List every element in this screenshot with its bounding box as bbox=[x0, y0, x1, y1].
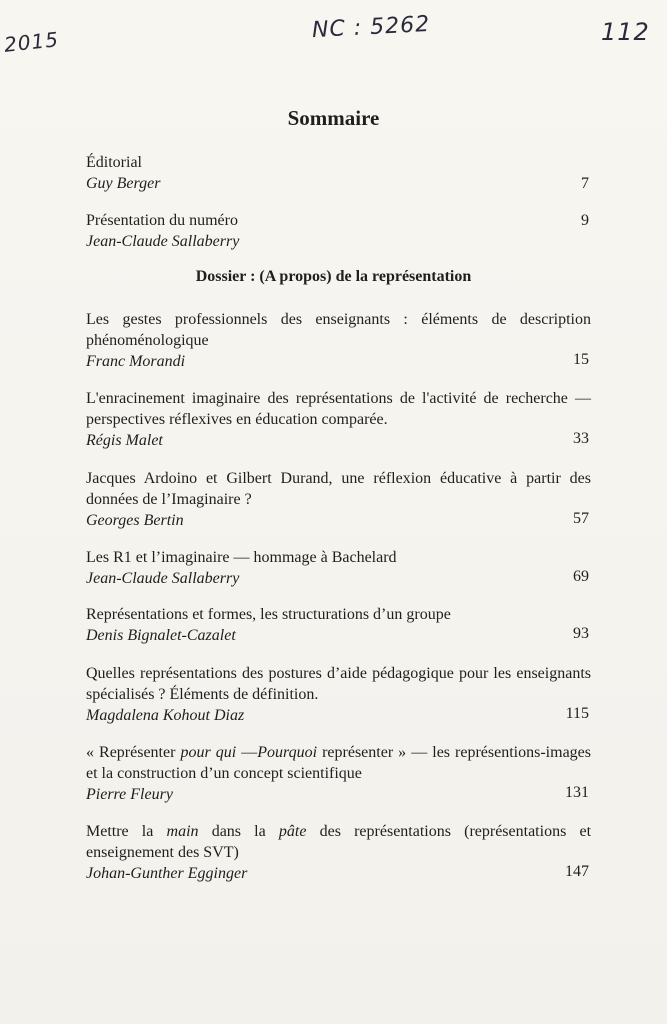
entry-author: Georges Bertin bbox=[86, 512, 184, 529]
entry-title: L'enracinement imaginaire des représentations de l'activité de recherche — perspectives réflexives en éducation comparée. bbox=[86, 390, 591, 428]
entry-page: 69 bbox=[573, 568, 589, 585]
entry-page: 15 bbox=[573, 351, 589, 368]
toc-entry-bignalet bbox=[86, 604, 591, 646]
entry-title: « Représenter pour qui —Pourquoi représenter » — les représentions-images et la construction d’un concept scientifique bbox=[86, 744, 591, 782]
entry-page: 57 bbox=[573, 510, 589, 527]
toc-entry-bertin bbox=[86, 468, 591, 531]
entry-page: 147 bbox=[565, 863, 589, 880]
handwritten-reference: NC : 5262 bbox=[311, 11, 431, 44]
toc-entry-kohout bbox=[86, 663, 591, 726]
entry-title: Représentations et formes, les structurations d’un groupe bbox=[86, 606, 451, 623]
entry-title: Mettre la main dans la pâte des représentations (représentations et enseignement des SVT) bbox=[86, 823, 592, 861]
entry-page: 33 bbox=[573, 430, 589, 447]
entry-author: Jean-Claude Sallaberry bbox=[86, 233, 240, 250]
entry-title: Présentation du numéro bbox=[86, 212, 238, 229]
entry-author: Denis Bignalet-Cazalet bbox=[86, 627, 236, 644]
entry-title: Les R1 et l’imaginaire — hommage à Bachelard bbox=[86, 549, 397, 566]
entry-author: Guy Berger bbox=[86, 175, 161, 192]
entry-page: 115 bbox=[565, 705, 589, 722]
toc-entry-fleury bbox=[86, 742, 591, 805]
toc-entry-morandi bbox=[86, 309, 591, 372]
handwritten-year: 2015 bbox=[2, 27, 61, 57]
entry-title: Quelles représentations des postures d’aide pédagogique pour les enseignants spécialisés ? Éléments de définition. bbox=[86, 665, 591, 703]
section-heading: Dossier : (A propos) de la représentation bbox=[195, 268, 472, 285]
page-title: Sommaire bbox=[287, 106, 380, 130]
toc-entry-editorial bbox=[86, 152, 591, 194]
toc-entry-presentation bbox=[86, 210, 591, 252]
entry-author: Pierre Fleury bbox=[86, 786, 173, 803]
toc-entry-egginger bbox=[86, 821, 591, 884]
entry-page: 9 bbox=[581, 212, 589, 229]
toc-entry-malet bbox=[86, 388, 591, 451]
toc-entry-sallaberry bbox=[86, 547, 591, 589]
entry-title: Éditorial bbox=[86, 154, 142, 171]
handwritten-number: 112 bbox=[601, 18, 650, 46]
entry-author: Franc Morandi bbox=[86, 353, 186, 370]
entry-author: Magdalena Kohout Diaz bbox=[86, 707, 245, 724]
entry-page: 131 bbox=[565, 784, 589, 801]
entry-author: Jean-Claude Sallaberry bbox=[86, 570, 240, 587]
entry-title: Jacques Ardoino et Gilbert Durand, une réflexion éducative à partir des données de l’Imaginaire ? bbox=[86, 470, 591, 508]
entry-author: Régis Malet bbox=[86, 432, 163, 449]
entry-author: Johan-Gunther Egginger bbox=[86, 865, 248, 882]
entry-page: 93 bbox=[573, 625, 589, 642]
entry-title: Les gestes professionnels des enseignants : éléments de description phénoménologique bbox=[86, 311, 591, 349]
entry-page: 7 bbox=[581, 175, 589, 192]
